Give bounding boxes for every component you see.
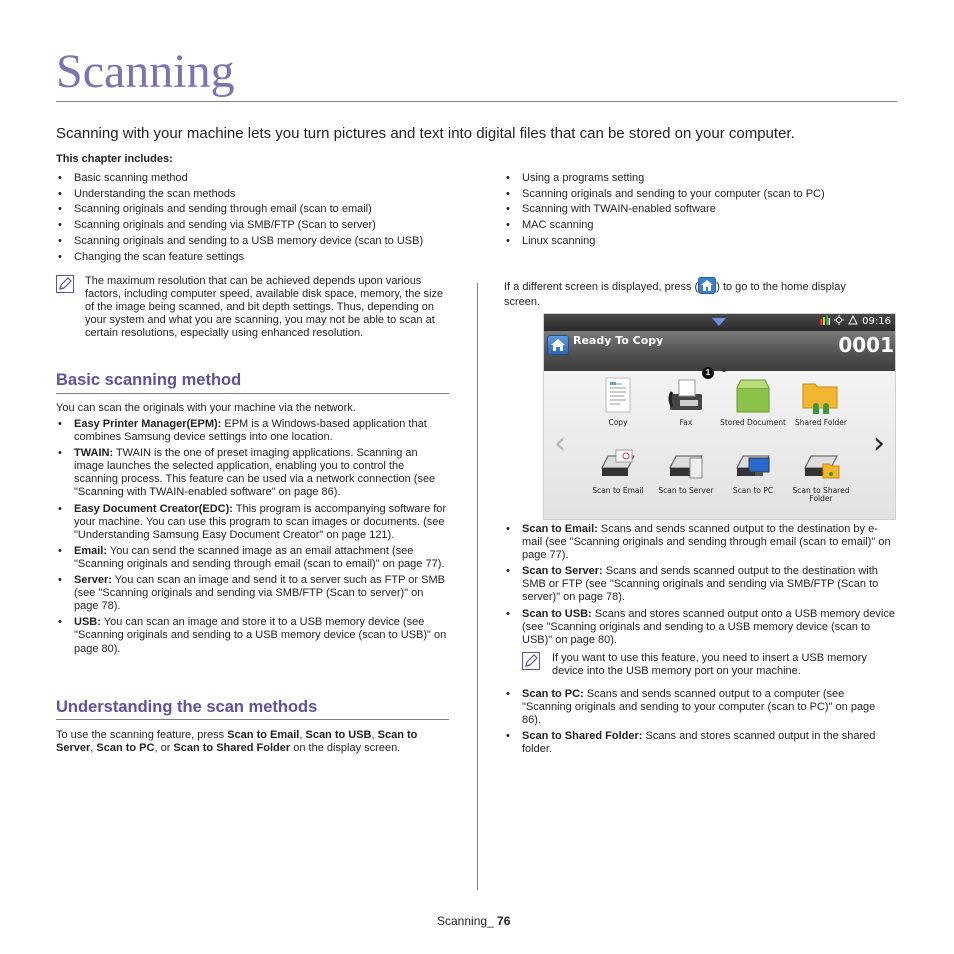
home-instruction	[504, 277, 884, 310]
job-status-icon	[848, 315, 858, 325]
term: TWAIN:	[74, 447, 114, 460]
list-item	[504, 523, 896, 562]
list-item	[56, 616, 450, 655]
status-indicators	[820, 315, 891, 327]
clock: 09:16	[862, 316, 891, 327]
text: ,	[90, 742, 97, 754]
term: Scan to PC:	[522, 688, 584, 700]
term: Server:	[74, 574, 112, 587]
note-icon	[522, 652, 540, 670]
note-usb	[522, 652, 897, 682]
page-title: Scanning	[56, 45, 235, 98]
description: You can send the scanned image as an email attachment (see "Scanning originals and sending through email (scan to email)" on page 77).	[74, 544, 445, 570]
device-home-screen	[543, 313, 896, 520]
footer-label: Scanning_	[437, 914, 498, 928]
tile-label: Fax	[679, 418, 693, 427]
list-item: • Scanning with TWAIN-enabled software	[504, 202, 825, 218]
home-button[interactable]	[547, 335, 569, 355]
status-bar	[544, 314, 895, 331]
scan-to-shared-folder-tile[interactable]	[783, 444, 859, 503]
term: Scan to Server:	[522, 565, 603, 578]
methods-paragraph	[56, 729, 450, 755]
tile-label: Shared Folder	[795, 418, 847, 427]
term: Scan to USB:	[522, 607, 592, 620]
list-item: • Scanning originals and sending to your computer (scan to PC)	[504, 187, 825, 203]
scan-to-email-icon	[598, 444, 638, 484]
chapter-list-right	[504, 171, 825, 250]
tile-label: Scan to Shared Folder	[792, 486, 850, 503]
scan-to-pc-icon	[733, 444, 773, 484]
term: Scan to USB	[305, 729, 372, 741]
list-item: • MAC scanning	[504, 218, 825, 234]
fax-icon	[666, 376, 706, 416]
description: Scans and stores scanned output onto a USB memory device (see "Scanning originals and sending to a USB memory device (scan to USB)" on page 80).	[522, 607, 895, 646]
list-item: • Scanning originals and sending through email (scan to email)	[56, 202, 423, 218]
section-heading-methods: Understanding the scan methods	[56, 698, 318, 716]
list-item	[504, 565, 896, 604]
term: Scan to PC	[96, 742, 155, 754]
description: Scans and sends scanned output to the destination with SMB or FTP (see "Scanning originals and sending via SMB/FTP (Scan to server)" on page 78).	[522, 565, 879, 604]
description: TWAIN is the one of preset imaging applications. Scanning an image launches the selected application, enabling you to control the scanning process. This feature can be used via a network connection (see "Scanning with TWAIN-enabled software" on page 86).	[74, 447, 436, 499]
title-divider	[56, 101, 897, 102]
shared-folder-tile[interactable]	[783, 376, 859, 427]
description: You can scan an image and store it to a USB memory device (see "Scanning originals and sending to a USB memory device (scan to USB)" on page 80).	[74, 616, 447, 655]
description: This program is accompanying software for your machine. You can use this program to scan images or documents. (see "Understanding Samsung Easy Document Creator" on page 121).	[74, 502, 447, 541]
list-item	[56, 545, 450, 571]
copy-icon	[598, 376, 638, 416]
list-item	[504, 730, 896, 756]
term: Email:	[74, 544, 108, 557]
chevron-left-icon[interactable]: ‹	[554, 426, 566, 461]
stored-document-icon	[733, 376, 773, 416]
basic-method-list	[56, 418, 450, 659]
home-icon	[698, 277, 716, 294]
term: Easy Document Creator(EDC):	[74, 502, 233, 515]
text: ,	[299, 729, 306, 741]
term: Scan to Email:	[522, 523, 598, 535]
list-item: • Using a programs setting	[504, 171, 825, 187]
description: You can scan an image and send it to a server such as FTP or SMB (see "Scanning originals and sending via SMB/FTP (Scan to server)" on page 78).	[74, 574, 445, 613]
text: on the display screen.	[290, 742, 401, 754]
note-resolution	[56, 275, 450, 355]
tile-label: Scan to Server	[658, 486, 714, 495]
tile-label: Copy	[608, 418, 628, 427]
fax-tile[interactable]	[648, 376, 724, 427]
description: Scans and sends scanned output to a computer (see "Scanning originals and sending to your computer (scan to PC)" on page 86).	[522, 688, 876, 727]
chapter-list-left	[56, 171, 423, 265]
scan-to-server-tile[interactable]	[648, 444, 724, 495]
section-divider	[56, 719, 449, 720]
tile-label: Stored Document	[720, 418, 786, 427]
shared-folder-icon	[801, 376, 841, 416]
description: Scans and stores scanned output in the shared folder.	[522, 730, 876, 756]
list-item: • Scanning originals and sending via SMB/FTP (Scan to server)	[56, 218, 423, 234]
scan-to-pc-tile[interactable]	[715, 444, 791, 495]
text: ) to go to the home display screen.	[504, 281, 846, 308]
copy-tile[interactable]	[580, 376, 656, 427]
page-footer	[437, 914, 510, 928]
scan-options-list-continued	[504, 688, 896, 759]
scan-options-list	[504, 523, 896, 650]
stored-document-tile[interactable]	[715, 376, 791, 427]
term: Scan to Server	[56, 729, 418, 754]
list-item: • Linux scanning	[504, 234, 825, 250]
list-item: • Changing the scan feature settings	[56, 250, 423, 266]
tile-label: Scan to PC	[732, 486, 774, 495]
section-divider	[56, 393, 449, 394]
list-item	[56, 503, 450, 542]
list-item	[504, 608, 896, 647]
page-dot[interactable]	[722, 368, 726, 372]
list-item	[504, 688, 896, 727]
current-page: 1	[702, 367, 714, 379]
toner-level-icon	[820, 315, 830, 325]
term: Scan to Shared Folder:	[522, 730, 643, 743]
term: Scan to Shared Folder	[173, 742, 291, 754]
text: , or	[154, 742, 174, 754]
list-item: • Scanning originals and sending to a USB memory device (scan to USB)	[56, 234, 423, 250]
chevron-down-icon[interactable]	[712, 318, 726, 326]
intro-text: Scanning with your machine lets you turn pictures and text into digital files that can be stored on your computer.	[56, 125, 795, 142]
term: Easy Printer Manager(EPM):	[74, 418, 222, 430]
scan-to-email-tile[interactable]	[580, 444, 656, 495]
chapter-includes-label: This chapter includes:	[56, 153, 173, 165]
text: To use the scanning feature, press	[56, 729, 228, 741]
machine-status: Ready To Copy	[573, 334, 664, 347]
note-text: If you want to use this feature, you need to insert a USB memory device into the USB memory port on your machine.	[552, 652, 867, 677]
description: EPM is a Windows-based application that combines Samsung device settings into one location.	[74, 418, 427, 444]
term: USB:	[74, 616, 101, 629]
page-number: 76	[497, 914, 511, 928]
note-icon	[56, 275, 74, 293]
home-icon	[548, 336, 568, 354]
description: Scans and sends scanned output to the destination by e-mail (see "Scanning originals and sending through email (scan to email)" on page 77).	[522, 523, 891, 562]
text: If a different screen is displayed, press (	[504, 281, 699, 293]
text: ,	[371, 729, 378, 741]
eco-icon	[834, 315, 844, 325]
list-item	[56, 574, 450, 613]
note-text: The maximum resolution that can be achieved depends upon various factors, including computer speed, available disk space, memory, the size of the image being scanned, and bit depth settings. Thus, depending on your system and what you are scanning, you may not be able to scan at certain resolutions, especially using enhanced resolution.	[85, 275, 444, 339]
column-divider	[477, 283, 478, 890]
list-item	[56, 418, 450, 444]
list-item: • Understanding the scan methods	[56, 187, 423, 203]
section-heading-basic: Basic scanning method	[56, 371, 242, 389]
term: Scan to Email	[227, 729, 300, 741]
tile-label: Scan to Email	[592, 486, 644, 495]
list-item: • Basic scanning method	[56, 171, 423, 187]
scan-to-shared-folder-icon	[801, 444, 841, 484]
copy-count: 0001	[838, 333, 894, 357]
basic-intro-text: You can scan the originals with your machine via the network.	[56, 402, 356, 414]
scan-to-server-icon	[666, 444, 706, 484]
list-item	[56, 447, 450, 499]
chevron-right-icon[interactable]: ›	[873, 426, 885, 461]
